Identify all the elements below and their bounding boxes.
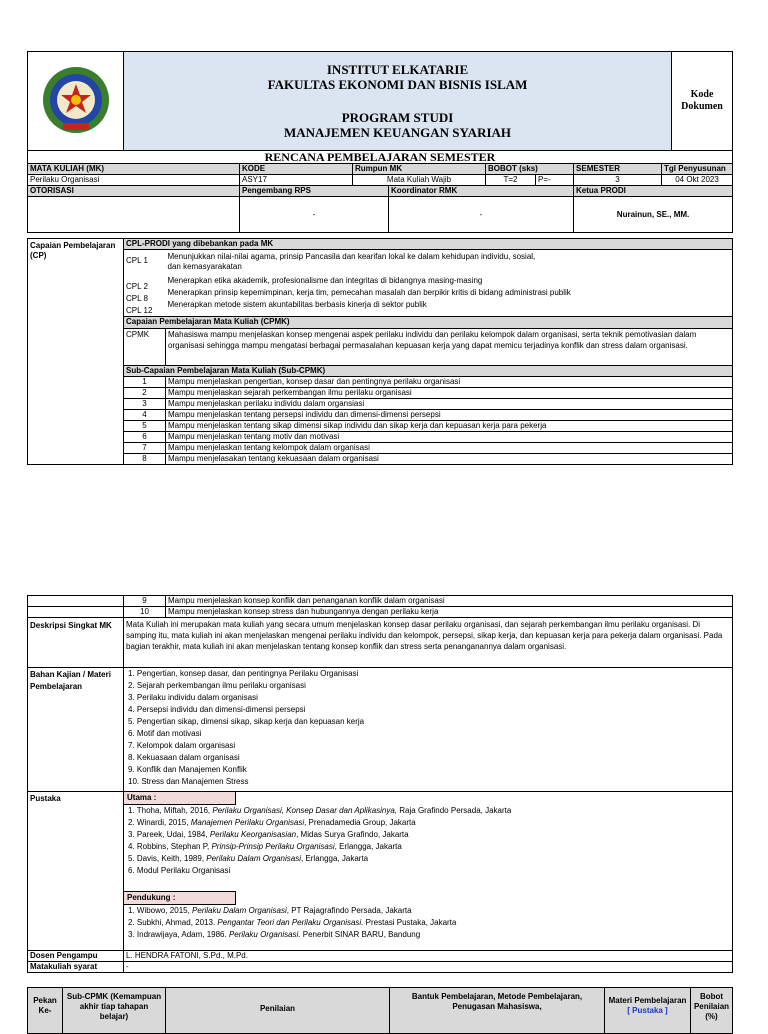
ref-author: 2. Winardi, 2015, <box>128 818 191 827</box>
course-date: 04 Okt 2023 <box>662 175 733 186</box>
cpl-codes <box>124 250 166 317</box>
sub-cpmk-text: Mampu menjelaskan konsep stress dan hubungannya dengan perilaku kerja <box>166 607 733 618</box>
ref-author: 4. Robbins, Stephan P, <box>128 842 212 851</box>
ref-author: 1. Wibowo, 2015, <box>128 906 193 915</box>
cpl-code: CPL 12 <box>126 306 153 315</box>
dosen-label: Dosen Pengampu <box>28 951 124 962</box>
sub-cpmk-no: 8 <box>124 454 166 465</box>
pendukung-label <box>124 891 236 905</box>
pustaka-item <box>128 841 732 853</box>
bahan-item: 7. Kelompok dalam organisasi <box>128 741 236 750</box>
ref-publisher: , Erlangga, Jakarta <box>300 854 369 863</box>
faculty-name: FAKULTAS EKONOMI DAN BISNIS ISLAM <box>267 77 528 92</box>
bahan-item: 8. Kekuasaan dalam organisasi <box>128 753 240 762</box>
ref-publisher: Raja Grafindo Persada, Jakarta <box>397 806 512 815</box>
ref-title: Perilaku Organisasi, Konsep Dasar dan Aplikasinya, <box>212 806 398 815</box>
deskripsi-label: Deskripsi Singkat MK <box>28 618 124 668</box>
ref-title: Prinsip-Prinsip Perilaku Organisasi <box>211 842 335 851</box>
bahan-item: 10. Stress dan Manajemen Stress <box>128 777 249 786</box>
koordinator-header: Koordinator RMK <box>389 186 574 197</box>
cpl-text: Menerapkan prinsip kepemimpinan, kerja tim, pemecahan masalah dan berpikir kritis di bidang administrasi publik <box>167 288 571 297</box>
ref-publisher: Prestasi Pustaka, Jakarta <box>363 918 457 927</box>
sub-cpmk-text: Mampu menjelasakan tentang kekuasaan dalam organisasi <box>166 454 733 465</box>
cpl-code: CPL 8 <box>126 294 148 303</box>
logo-cell <box>28 52 124 151</box>
semester-header: SEMESTER <box>574 164 662 175</box>
pendukung-list <box>124 905 732 941</box>
ref-title: Pengantar Teori dan Perilaku Organisasi. <box>217 918 364 927</box>
pustaka-item <box>128 905 732 917</box>
pustaka-label: Pustaka <box>28 792 124 951</box>
cpl-code: CPL 1 <box>126 256 148 265</box>
utama-list <box>124 805 732 877</box>
kode-dokumen-label: Kode Dokumen <box>681 89 723 112</box>
course-rumpun: Mata Kuliah Wajib <box>353 175 486 186</box>
ref-publisher: , PT Rajagrafindo Persada, Jakarta <box>286 906 412 915</box>
institute-logo-icon <box>41 65 111 135</box>
col-bobot: Bobot Penilaian (%) <box>691 988 733 1034</box>
sub-cpmk-text: Mampu menjelaskan tentang sikap dimensi sikap individu dan sikap kerja dan kepuasan kerja para pekerja <box>166 421 733 432</box>
pustaka-item <box>128 805 732 817</box>
kode-header: KODE <box>240 164 353 175</box>
course-bobot-p: P=- <box>536 175 574 186</box>
ref-publisher: Penerbit SINAR BARU, Bandung <box>300 930 421 939</box>
bahan-item: 3. Perilaku individu dalam organisasi <box>128 693 258 702</box>
sub-cpmk-no: 4 <box>124 410 166 421</box>
pustaka-item <box>128 929 732 941</box>
ref-author: 2. Subkhi, Ahmad, 2013. <box>128 918 218 927</box>
deskripsi-text: Mata Kuliah ini merupakan mata kuliah yang secara umum menjelaskan konsep dasar perilaku organisasi, dan sejarah perkembangan ilmu perilaku organisasi. Di samping itu, mata kuliah ini akan menjelaskan mengenai perilaku individu dan kelompok, persepsi, sikap kerja, dan kepuasan kerja para pekerja dalam organisasi. Pada bagian terakhir, mata kuliah ini akan menjelaskan tentang konsep konflik dan stress serta penanganannya dalam organisasi. <box>124 618 733 668</box>
rumpun-header: Rumpun MK <box>353 164 486 175</box>
bahan-item: 4. Persepsi individu dan dimensi-dimensi persepsi <box>128 705 306 714</box>
bahan-item: 5. Pengertian sikap, dimensi sikap, sikap kerja dan kepuasan kerja <box>128 717 365 726</box>
col-sub-cpmk: Sub-CPMK (Kemampuan akhir tiap tahapan belajar) <box>63 988 166 1034</box>
course-semester: 3 <box>574 175 662 186</box>
tgl-header: Tgl Penyusunan <box>662 164 733 175</box>
cpl-text: Menerapkan etika akademik, profesionalisme dan integritas di bidangnya masing-masing <box>167 276 483 285</box>
sub-cpmk-text: Mampu menjelaskan pengertian, konsep dasar dan pentingnya perilaku organisasi <box>166 377 733 388</box>
sub-cpmk-no: 2 <box>124 388 166 399</box>
cpmk-header: Capaian Pembelajaran Mata Kuliah (CPMK) <box>124 317 733 329</box>
cpmk-text: Mahasiswa mampu menjelaskan konsep mengenai aspek perilaku individu dan perilaku kelompok dalam organisasi, serta teknik pemotivasian dalam organisasi sehingga mampu mengatasi berbagai permasalahan kepuasan kerja yang dapat memicu terjadinya konflik dan stress dalam organisasi. <box>166 329 733 366</box>
sub-cpmk-no: 10 <box>124 607 166 618</box>
program-label: PROGRAM STUDI <box>341 110 454 125</box>
header-title-cell <box>124 52 672 151</box>
schedule-table-header <box>27 987 733 1034</box>
ref-title: Manajemen Perilaku Organisasi <box>190 818 305 827</box>
ref-title: Perilaku Dalam Organisasi <box>206 854 301 863</box>
mk-header: MATA KULIAH (MK) <box>28 164 240 175</box>
col-penilaian: Penilaian <box>166 988 390 1034</box>
sub-cpmk-no: 5 <box>124 421 166 432</box>
kode-dokumen-cell <box>672 52 733 151</box>
sub-cpmk-text: Mampu menjelaskan konsep konflik dan penanganan konflik dalam organisasi <box>166 596 733 607</box>
sub-cpmk-text: Mampu menjelaskan tentang persepsi individu dan dimensi-dimensi persepsi <box>166 410 733 421</box>
pustaka-item <box>128 829 732 841</box>
sub-cpmk-no: 9 <box>124 596 166 607</box>
pustaka-list <box>124 792 733 951</box>
sub-cpmk-text: Mampu menjelaskan sejarah perkembangan ilmu perilaku organisasi <box>166 388 733 399</box>
course-code: ASY17 <box>240 175 353 186</box>
syarat-value: - <box>124 962 733 973</box>
ketua-value: Nurainun, SE., MM. <box>574 197 733 233</box>
page2-table <box>27 595 733 973</box>
course-name: Perilaku Organisasi <box>28 175 240 186</box>
sub-cpmk-no: 6 <box>124 432 166 443</box>
bahan-item: 1. Pengertian, konsep dasar, dan pentingnya Perilaku Organisasi <box>128 669 359 678</box>
pendukung-label-text: Pendukung : <box>127 893 176 902</box>
cpl-header: CPL-PRODI yang dibebankan pada MK <box>124 239 733 250</box>
pengembang-header: Pengembang RPS <box>240 186 389 197</box>
pustaka-item <box>128 817 732 829</box>
ref-author: 5. Davis, Keith, 1989, <box>128 854 207 863</box>
ref-author: 3. Indrawijaya, Adam, 1986. <box>128 930 229 939</box>
pustaka-item <box>128 853 732 865</box>
sub-cpmk-header: Sub-Capaian Pembelajaran Mata Kuliah (Sub-CPMK) <box>124 366 733 377</box>
cp-table <box>27 238 733 465</box>
bobot-header: BOBOT (sks) <box>486 164 574 175</box>
cpl-text-cont: dan kemasyarakatan <box>167 262 242 271</box>
bahan-item: 6. Motif dan motivasi <box>128 729 202 738</box>
bahan-label: Bahan Kajian / Materi Pembelajaran <box>28 668 124 792</box>
sub-cpmk-no: 7 <box>124 443 166 454</box>
col-pekan: Pekan Ke- <box>28 988 63 1034</box>
col-materi-label: Materi Pembelajaran <box>608 996 687 1005</box>
ref-title: Perilaku Organisasi. <box>228 930 301 939</box>
ref-title: Perilaku Dalam Organisasi <box>192 906 287 915</box>
pustaka-item <box>128 865 732 877</box>
col-pustaka-tag: [ Pustaka ] <box>627 1006 668 1015</box>
program-name: MANAJEMEN KEUANGAN SYARIAH <box>283 125 512 140</box>
otorisasi-label: OTORISASI <box>28 186 240 197</box>
cpl-text: Menunjukkan nilai-nilai agama, prinsip Pancasila dan kearifan lokal ke dalam kehidupan individu, sosial, <box>167 252 536 261</box>
syarat-label: Matakuliah syarat <box>28 962 124 973</box>
rps-header-table <box>27 51 733 164</box>
cp-label: Capaian Pembelajaran (CP) <box>28 239 124 465</box>
institute-name: INSTITUT ELKATARIE <box>326 62 469 77</box>
course-info-table <box>27 163 733 233</box>
col-bantuk: Bantuk Pembelajaran, Metode Pembelajaran, Penugasan Mahasiswa, <box>390 988 605 1034</box>
sub-cpmk-no: 3 <box>124 399 166 410</box>
cpmk-code: CPMK <box>124 329 166 366</box>
rps-title: RENCANA PEMBELAJARAN SEMESTER <box>28 151 733 164</box>
pengembang-value: - <box>240 197 389 233</box>
ketua-header: Ketua PRODI <box>574 186 733 197</box>
cpl-code: CPL 2 <box>126 282 148 291</box>
bahan-item: 9. Konflik dan Manajemen Konflik <box>128 765 247 774</box>
cpl-text: Menerapkan metode sistem akuntabilitas berbasis kinerja di sektor publik <box>167 300 427 309</box>
ref-author: 6. Modul Perilaku Organisasi <box>128 866 231 875</box>
koordinator-value: - <box>389 197 574 233</box>
ref-author: 1. Thoha, Miftah, 2016, <box>128 806 213 815</box>
cpl-texts <box>166 250 733 317</box>
dosen-value: L. HENDRA FATONI, S.Pd., M.Pd. <box>124 951 733 962</box>
bahan-list <box>124 668 733 792</box>
ref-publisher: , Erlangga, Jakarta <box>334 842 402 851</box>
sub-cpmk-no: 1 <box>124 377 166 388</box>
pustaka-item <box>128 917 732 929</box>
utama-label-text: Utama : <box>127 793 157 802</box>
sub-cpmk-text: Mampu menjelaskan tentang kelompok dalam organisasi <box>166 443 733 454</box>
ref-title: Perilaku Keorganisasian <box>209 830 297 839</box>
sub-cpmk-text: Mampu menjelaskan perilaku individu dalam organsiasi <box>166 399 733 410</box>
col-materi <box>605 988 691 1034</box>
utama-label <box>124 792 236 805</box>
sub-cpmk-text: Mampu menjelaskan tentang motiv dan motivasi <box>166 432 733 443</box>
course-bobot-t: T=2 <box>486 175 536 186</box>
ref-publisher: , Midas Surya Grafindo, Jakarta <box>296 830 409 839</box>
ref-publisher: , Prenadamedia Group, Jakarta <box>304 818 416 827</box>
bahan-item: 2. Sejarah perkembangan ilmu perilaku organisasi <box>128 681 306 690</box>
ref-author: 3. Pareek, Udai, 1984, <box>128 830 210 839</box>
